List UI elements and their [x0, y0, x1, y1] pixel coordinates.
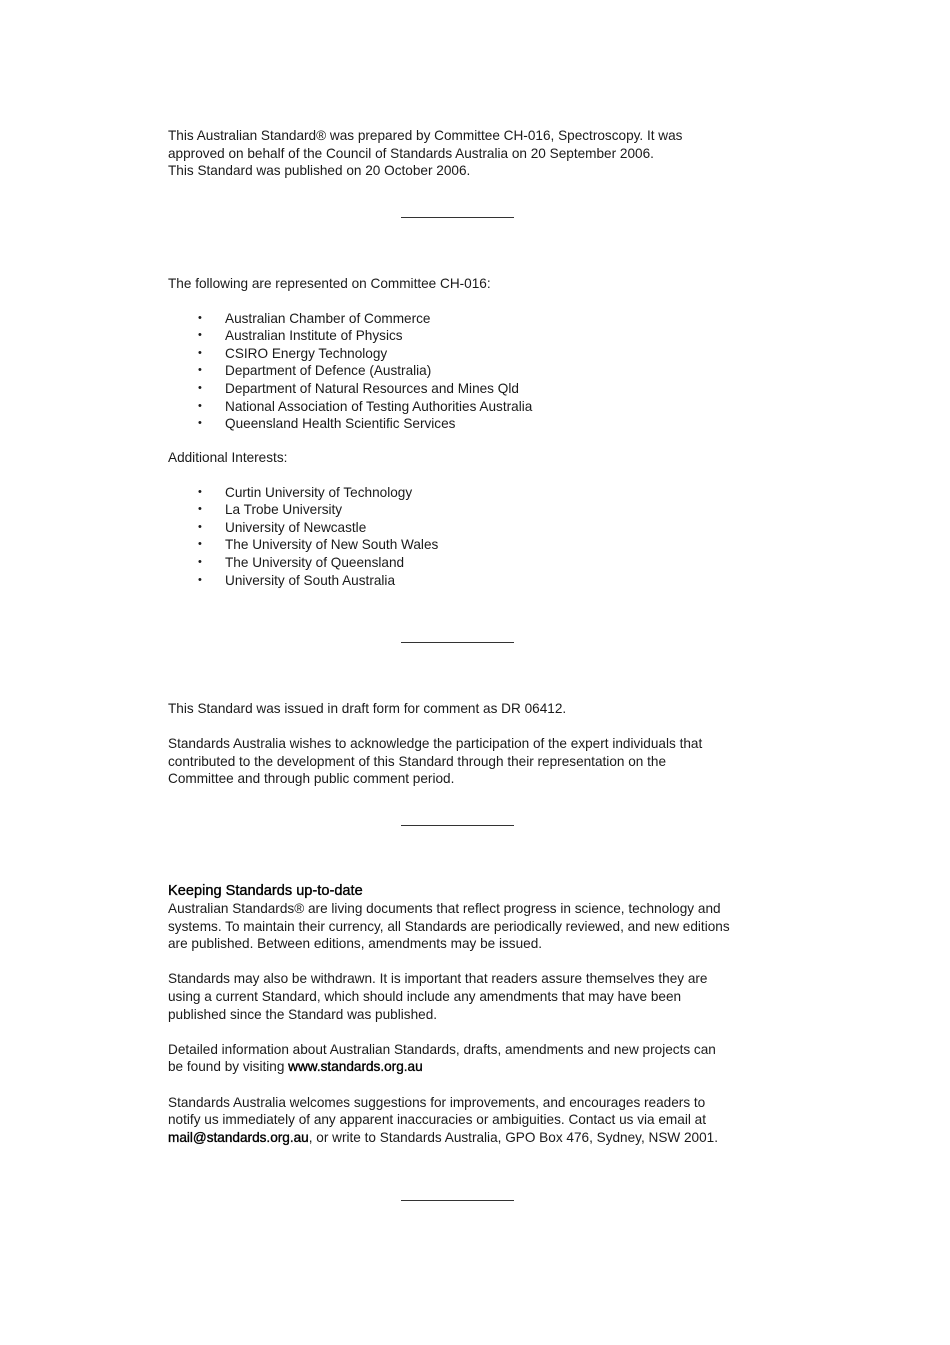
- prep-line-2: approved on behalf of the Council of Standards Australia on 20 September 2006.: [168, 145, 654, 161]
- bullet-icon: •: [198, 538, 202, 551]
- list-item: • University of Newcastle: [198, 519, 367, 535]
- preparation-statement: [168, 127, 768, 180]
- paragraph-detailed-information: Detailed information about Australian Standards, drafts, amendments and new projects can be found by visiting www.standards.org.au: [168, 1041, 716, 1075]
- section-divider: [401, 825, 514, 826]
- acknowledgement-paragraph: Standards Australia wishes to acknowledge the participation of the expert individuals that contributed to the development of this Standard through their representation on the Committee and through public comment period.: [168, 736, 703, 787]
- additional-interests-label: Additional Interests:: [168, 450, 288, 465]
- section-divider: [401, 642, 514, 643]
- list-item: • Department of Defence (Australia): [198, 363, 432, 379]
- list-item: • Australian Institute of Physics: [198, 328, 403, 344]
- bullet-icon: •: [198, 417, 202, 430]
- section-heading: Keeping Standards up-to-date: [168, 883, 363, 899]
- bullet-icon: •: [198, 485, 202, 498]
- additional-interests-list: [168, 484, 768, 590]
- bullet-icon: •: [198, 346, 202, 359]
- bullet-icon: •: [198, 555, 202, 568]
- list-item: • The University of Queensland: [198, 554, 405, 570]
- list-item: • Australian Chamber of Commerce: [198, 310, 431, 326]
- list-item: • Department of Natural Resources and Mines Qld: [198, 380, 519, 396]
- prep-line-1: This Australian Standard® was prepared by Committee CH-016, Spectroscopy. It was: [168, 128, 683, 143]
- section-divider: [401, 217, 514, 218]
- section-divider: [401, 1200, 514, 1201]
- bullet-icon: •: [198, 329, 202, 342]
- committee-intro: The following are represented on Committee CH-016:: [168, 276, 491, 291]
- bullet-icon: •: [198, 381, 202, 394]
- list-item: • CSIRO Energy Technology: [198, 345, 388, 361]
- bullet-icon: •: [198, 573, 202, 586]
- keeping-standards-section: [168, 882, 768, 1146]
- bullet-icon: •: [198, 364, 202, 377]
- bullet-icon: •: [198, 399, 202, 412]
- committee-member-list: [168, 310, 768, 433]
- paragraph-living-documents: Australian Standards® are living documents that reflect progress in science, technology and systems. To maintain their currency, all Standards are periodically reviewed, and new editions are published. Between editions, amendments may be issued.: [168, 901, 730, 952]
- list-item: • Curtin University of Technology: [198, 484, 413, 500]
- bullet-icon: •: [198, 520, 202, 533]
- paragraph-suggestions: Standards Australia welcomes suggestions for improvements, and encourages readers to notify us immediately of any apparent inaccuracies or ambiguities. Contact us via email at mail@standards.org.au, or write to Standards Australia, GPO Box 476, Sydney, NSW 2001.: [168, 1094, 719, 1145]
- draft-issued-text: This Standard was issued in draft form for comment as DR 06412.: [168, 701, 567, 716]
- prep-line-3: This Standard was published on 20 October 2006.: [168, 163, 471, 179]
- committee-section: [168, 275, 768, 433]
- list-item: • University of South Australia: [198, 572, 396, 588]
- additional-interests-section: [168, 449, 768, 589]
- list-item: • Queensland Health Scientific Services: [198, 416, 456, 432]
- paragraph-withdrawn: Standards may also be withdrawn. It is important that readers assure themselves they are using a current Standard, which should include any amendments that may have been published since the Standard was published.: [168, 971, 708, 1022]
- list-item: • National Association of Testing Authorities Australia: [198, 398, 533, 414]
- bullet-icon: •: [198, 503, 202, 516]
- bullet-icon: •: [198, 311, 202, 324]
- email-link[interactable]: mail@standards.org.au: [168, 1129, 309, 1145]
- list-item: • La Trobe University: [198, 502, 343, 518]
- list-item: • The University of New South Wales: [198, 537, 439, 553]
- website-link[interactable]: www.standards.org.au: [288, 1059, 423, 1075]
- draft-section: [168, 700, 768, 788]
